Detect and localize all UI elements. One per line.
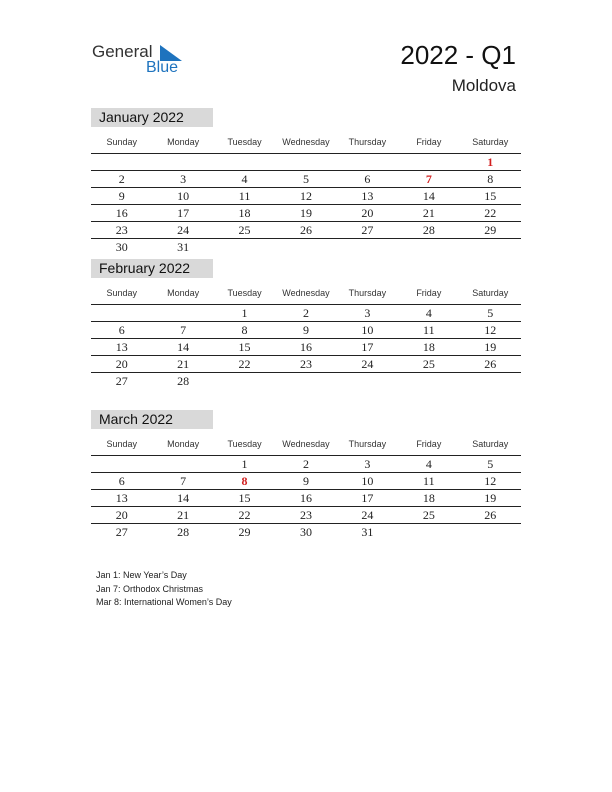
weekday-label: Thursday <box>348 288 387 298</box>
date-cell: 25 <box>422 508 435 522</box>
date-cell: 30 <box>115 240 128 254</box>
date-cell: 2 <box>302 306 309 320</box>
week-row <box>91 154 521 171</box>
weeks-container <box>91 154 521 255</box>
weekday-label: Friday <box>416 288 442 298</box>
week-row <box>91 356 521 373</box>
date-cell: 26 <box>299 223 312 237</box>
date-cell: 12 <box>484 323 497 337</box>
date-cell: 16 <box>299 491 312 505</box>
date-cell: 15 <box>484 189 497 203</box>
date-cell: 5 <box>487 306 494 320</box>
logo-word-general: General <box>92 42 153 61</box>
date-cell: 4 <box>241 172 248 186</box>
date-cell: 6 <box>118 474 125 488</box>
date-cell: 10 <box>361 474 374 488</box>
weekday-label: Thursday <box>348 439 387 449</box>
date-cell: 29 <box>238 525 251 539</box>
weekday-label: Tuesday <box>227 439 262 449</box>
date-cell: 25 <box>238 223 251 237</box>
date-cell: 3 <box>180 172 187 186</box>
date-cell: 20 <box>115 357 128 371</box>
month-block-february <box>91 259 521 389</box>
date-cell: 31 <box>177 240 190 254</box>
date-cell: 23 <box>299 508 312 522</box>
week-row <box>91 524 521 540</box>
weekday-label: Saturday <box>472 439 509 449</box>
logo-word-blue: Blue <box>146 59 179 76</box>
date-cell: 23 <box>299 357 312 371</box>
holiday-date-cell: 1 <box>487 155 494 169</box>
holiday-note: Jan 7: Orthodox Christmas <box>96 583 204 594</box>
date-cell: 14 <box>177 340 190 354</box>
date-cell: 21 <box>177 357 190 371</box>
date-cell: 27 <box>115 525 128 539</box>
weekday-header-row <box>91 131 521 154</box>
week-row <box>91 507 521 524</box>
date-cell: 9 <box>118 189 125 203</box>
date-cell: 24 <box>361 508 374 522</box>
date-cell: 3 <box>364 457 371 471</box>
date-cell: 25 <box>422 357 435 371</box>
holiday-date-cell: 7 <box>425 172 432 186</box>
date-cell: 9 <box>302 474 309 488</box>
date-cell: 17 <box>361 491 374 505</box>
page-title: 2022 - Q1 <box>400 40 516 70</box>
week-row <box>91 339 521 356</box>
date-cell: 29 <box>484 223 497 237</box>
date-cell: 28 <box>177 525 190 539</box>
date-cell: 15 <box>238 491 251 505</box>
week-row <box>91 490 521 507</box>
date-cell: 27 <box>115 374 128 388</box>
date-cell: 20 <box>361 206 374 220</box>
week-row <box>91 188 521 205</box>
date-cell: 6 <box>118 323 125 337</box>
date-cell: 8 <box>487 172 494 186</box>
weekday-label: Tuesday <box>227 137 262 147</box>
date-cell: 3 <box>364 306 371 320</box>
date-cell: 11 <box>423 323 435 337</box>
date-cell: 22 <box>484 206 497 220</box>
date-cell: 18 <box>422 340 435 354</box>
week-row <box>91 473 521 490</box>
holiday-date-cell: 8 <box>241 474 248 488</box>
date-cell: 24 <box>177 223 190 237</box>
date-cell: 10 <box>361 323 374 337</box>
date-cell: 24 <box>361 357 374 371</box>
date-cell: 5 <box>302 172 309 186</box>
date-cell: 8 <box>241 323 248 337</box>
month-block-january <box>91 108 521 255</box>
date-cell: 2 <box>302 457 309 471</box>
week-row <box>91 322 521 339</box>
holiday-note: Jan 1: New Year’s Day <box>96 570 187 580</box>
date-cell: 22 <box>238 508 251 522</box>
date-cell: 16 <box>299 340 312 354</box>
weekday-label: Saturday <box>472 137 509 147</box>
date-cell: 23 <box>115 223 128 237</box>
week-row <box>91 171 521 188</box>
week-row <box>91 222 521 239</box>
date-cell: 26 <box>484 357 497 371</box>
date-cell: 27 <box>361 223 374 237</box>
date-cell: 12 <box>484 474 497 488</box>
week-row <box>91 205 521 222</box>
weekday-label: Sunday <box>106 137 137 147</box>
date-cell: 30 <box>299 525 312 539</box>
weekday-label: Wednesday <box>282 288 330 298</box>
weekday-label: Monday <box>167 137 200 147</box>
date-cell: 14 <box>177 491 190 505</box>
weekday-label: Sunday <box>106 288 137 298</box>
date-cell: 11 <box>423 474 435 488</box>
month-name: January 2022 <box>91 108 213 127</box>
date-cell: 20 <box>115 508 128 522</box>
weekday-label: Tuesday <box>227 288 262 298</box>
date-cell: 13 <box>115 340 128 354</box>
date-cell: 14 <box>422 189 435 203</box>
date-cell: 9 <box>302 323 309 337</box>
country-name: Moldova <box>451 76 516 95</box>
date-cell: 4 <box>425 457 432 471</box>
weekday-header-row <box>91 282 521 305</box>
date-cell: 19 <box>484 491 497 505</box>
date-cell: 1 <box>241 457 248 471</box>
date-cell: 15 <box>238 340 251 354</box>
weekday-label: Thursday <box>348 137 387 147</box>
date-cell: 22 <box>238 357 251 371</box>
date-cell: 1 <box>241 306 248 320</box>
date-cell: 18 <box>422 491 435 505</box>
date-cell: 4 <box>425 306 432 320</box>
weeks-container <box>91 456 521 540</box>
week-row <box>91 456 521 473</box>
date-cell: 10 <box>177 189 190 203</box>
date-cell: 19 <box>484 340 497 354</box>
month-block-march <box>91 410 521 540</box>
month-name: March 2022 <box>91 410 213 429</box>
week-row <box>91 239 521 255</box>
weekday-label: Monday <box>167 439 200 449</box>
generalblue-logo <box>92 42 192 78</box>
date-cell: 17 <box>177 206 190 220</box>
date-cell: 21 <box>177 508 190 522</box>
holiday-notes <box>96 569 232 610</box>
date-cell: 26 <box>484 508 497 522</box>
weekday-label: Sunday <box>106 439 137 449</box>
date-cell: 13 <box>361 189 374 203</box>
date-cell: 12 <box>299 189 312 203</box>
weekday-label: Wednesday <box>282 439 330 449</box>
date-cell: 28 <box>422 223 435 237</box>
weekday-header-row <box>91 433 521 456</box>
weeks-container <box>91 305 521 389</box>
date-cell: 19 <box>299 206 312 220</box>
weekday-label: Saturday <box>472 288 509 298</box>
date-cell: 2 <box>118 172 125 186</box>
date-cell: 7 <box>180 474 187 488</box>
date-cell: 17 <box>361 340 374 354</box>
date-cell: 6 <box>364 172 371 186</box>
weekday-label: Monday <box>167 288 200 298</box>
weekday-label: Friday <box>416 439 442 449</box>
date-cell: 5 <box>487 457 494 471</box>
date-cell: 13 <box>115 491 128 505</box>
month-name: February 2022 <box>91 259 213 278</box>
weekday-label: Wednesday <box>282 137 330 147</box>
week-row <box>91 373 521 389</box>
date-cell: 28 <box>177 374 190 388</box>
date-cell: 21 <box>422 206 435 220</box>
week-row <box>91 305 521 322</box>
date-cell: 18 <box>238 206 251 220</box>
date-cell: 7 <box>180 323 187 337</box>
date-cell: 11 <box>238 189 251 203</box>
date-cell: 16 <box>115 206 128 220</box>
date-cell: 31 <box>361 525 374 539</box>
holiday-note: Mar 8: International Women’s Day <box>96 597 232 607</box>
weekday-label: Friday <box>416 137 442 147</box>
